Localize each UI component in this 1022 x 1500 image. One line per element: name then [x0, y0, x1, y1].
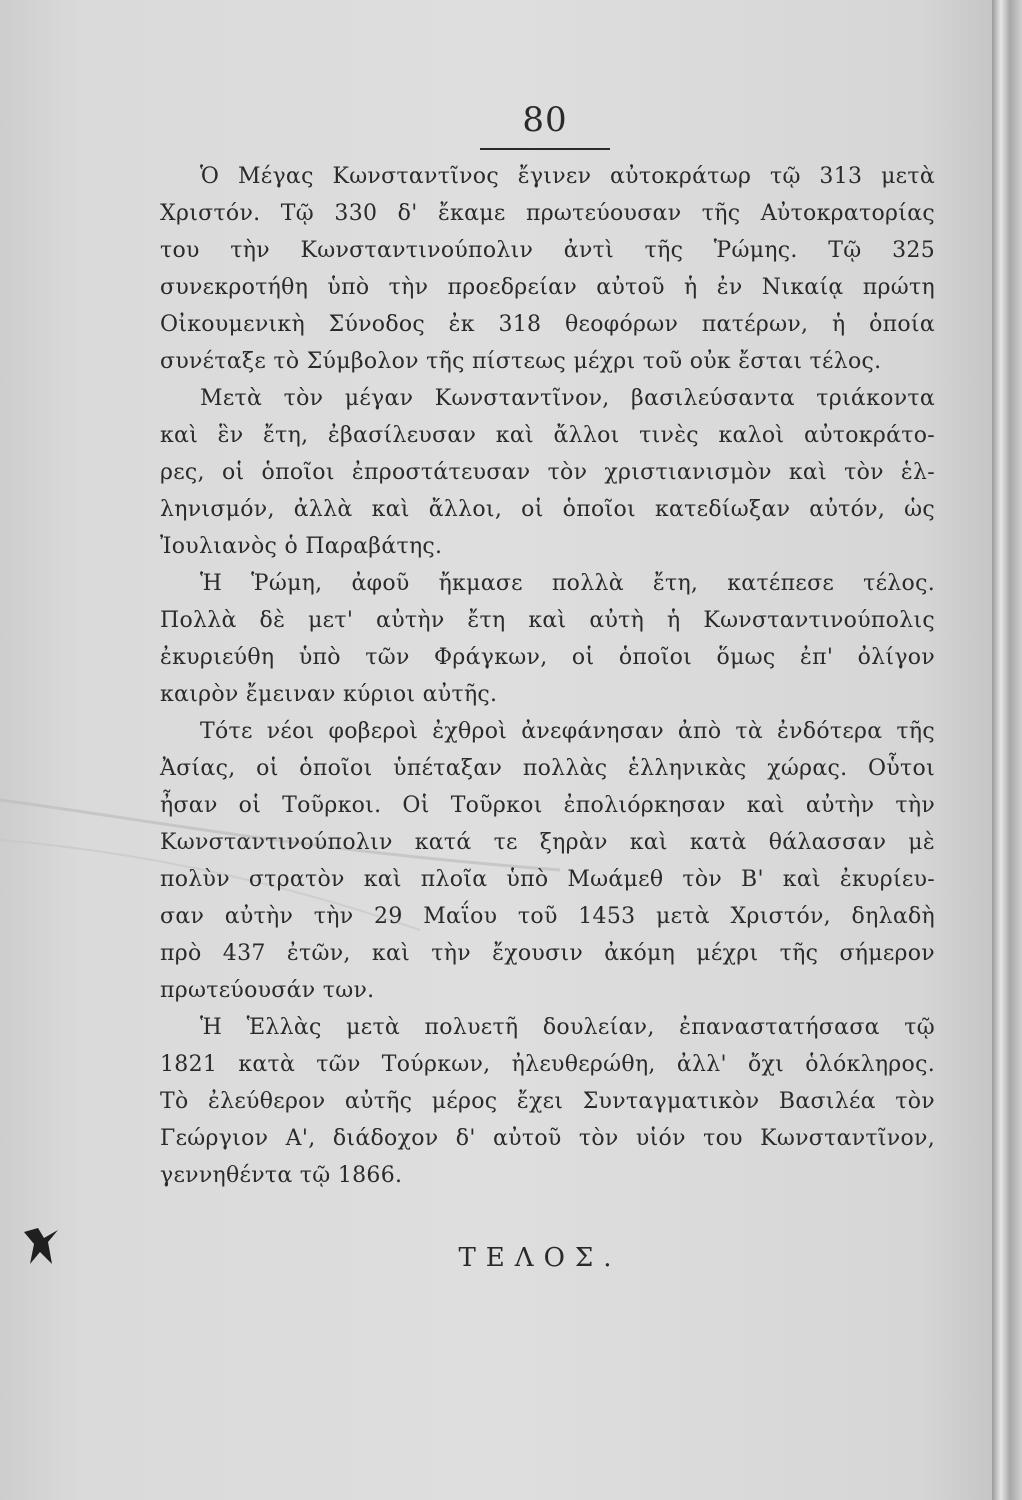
- book-spine-edge: [992, 0, 1022, 1500]
- text-line: ἐκυριεύθη ὑπὸ τῶν Φράγκων, οἱ ὁποῖοι ὅμως ἐπ' ὀλίγον: [160, 645, 935, 670]
- text-line: Τότε νέοι φοβεροὶ ἐχθροὶ ἀνεφάνησαν ἀπὸ τὰ ἐνδότερα τῆς: [200, 719, 935, 744]
- text-line: πρωτεύουσάν των.: [160, 978, 375, 1003]
- text-line: πολὺν στρατὸν καὶ πλοῖα ὑπὸ Μωάμεθ τὸν Β' καὶ ἐκυρίευ-: [160, 867, 935, 892]
- page-number-rule: [480, 148, 610, 150]
- text-line: Ἡ Ῥώμη, ἀφοῦ ἤκμασε πολλὰ ἔτη, κατέπεσε τέλος.: [200, 571, 935, 596]
- text-line: Γεώργιον Α', διάδοχον δ' αὐτοῦ τὸν υἱόν του Κωνσταντῖνον,: [160, 1126, 935, 1151]
- text-line: πρὸ 437 ἐτῶν, καὶ τὴν ἔχουσιν ἀκόμη μέχρι τῆς σήμερον: [160, 941, 935, 966]
- text-line: Μετὰ τὸν μέγαν Κωνσταντῖνον, βασιλεύσαντα τριάκοντα: [200, 386, 935, 411]
- text-line: Οἰκουμενικὴ Σύνοδος ἐκ 318 θεοφόρων πατέρων, ἡ ὁποία: [160, 312, 935, 337]
- text-line: συνέταξε τὸ Σύμβολον τῆς πίστεως μέχρι τοῦ οὐκ ἔσται τέλος.: [160, 349, 882, 374]
- text-line: 1821 κατὰ τῶν Τούρκων, ἠλευθερώθη, ἀλλ' ὄχι ὁλόκληρος.: [160, 1052, 935, 1077]
- ornament-mark-icon: [18, 1224, 64, 1270]
- page-number: 80: [522, 100, 568, 140]
- text-line: Ἡ Ἑλλὰς μετὰ πολυετῆ δουλείαν, ἐπαναστατήσασα τῷ: [200, 1015, 935, 1040]
- text-line: Ὁ Μέγας Κωνσταντῖνος ἔγινεν αὐτοκράτωρ τῷ 313 μετὰ: [200, 164, 935, 189]
- text-line: καὶ ἓν ἔτη, ἐβασίλευσαν καὶ ἄλλοι τινὲς καλοὶ αὐτοκράτο-: [160, 423, 935, 448]
- text-line: συνεκροτήθη ὑπὸ τὴν προεδρείαν αὐτοῦ ἡ ἐν Νικαίᾳ πρώτη: [160, 275, 935, 300]
- text-line: του τὴν Κωνσταντινούπολιν ἀντὶ τῆς Ῥώμης. Τῷ 325: [160, 238, 935, 263]
- text-line: καιρὸν ἔμειναν κύριοι αὐτῆς.: [160, 682, 498, 707]
- text-line: Ἀσίας, οἱ ὁποῖοι ὑπέταξαν πολλὰς ἑλληνικὰς χώρας. Οὗτοι: [160, 756, 935, 781]
- text-line: Κωνσταντινούπολιν κατά τε ξηρὰν καὶ κατὰ θάλασσαν μὲ: [160, 830, 935, 855]
- text-line: ληνισμόν, ἀλλὰ καὶ ἄλλοι, οἱ ὁποῖοι κατεδίωξαν αὐτόν, ὡς: [160, 497, 935, 522]
- text-line: Τὸ ἐλεύθερον αὐτῆς μέρος ἔχει Συνταγματικὸν Βασιλέα τὸν: [160, 1089, 935, 1114]
- text-line: γεννηθέντα τῷ 1866.: [160, 1163, 403, 1188]
- text-line: Χριστόν. Τῷ 330 δ' ἔκαμε πρωτεύουσαν τῆς Αὐτοκρατορίας: [160, 201, 935, 226]
- text-line: σαν αὐτὴν τὴν 29 Μαΐου τοῦ 1453 μετὰ Χριστόν, δηλαδὴ: [160, 904, 935, 929]
- body-text: [160, 158, 935, 1194]
- text-line: ρες, οἱ ὁποῖοι ἐπροστάτευσαν τὸν χριστιανισμὸν καὶ τὸν ἑλ-: [160, 460, 935, 485]
- text-line: Πολλὰ δὲ μετ' αὐτὴν ἔτη καὶ αὐτὴ ἡ Κωνσταντινούπολις: [160, 608, 935, 633]
- text-line: ἦσαν οἱ Τοῦρκοι. Οἱ Τοῦρκοι ἐπολιόρκησαν καὶ αὐτὴν τὴν: [160, 793, 935, 818]
- end-title: ΤΕΛΟΣ.: [458, 1243, 622, 1273]
- text-line: Ἰουλιανὸς ὁ Παραβάτης.: [160, 534, 443, 559]
